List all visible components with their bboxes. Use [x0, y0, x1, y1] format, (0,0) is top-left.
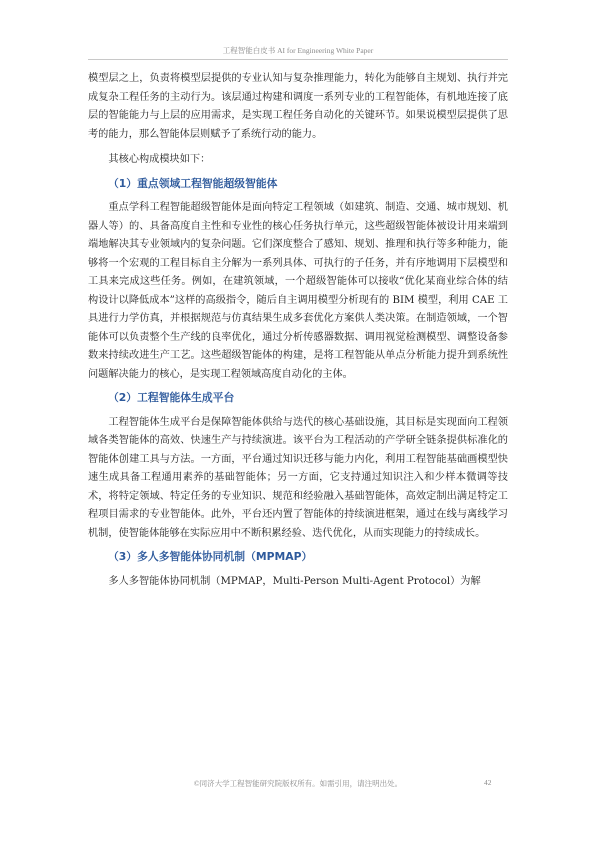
section-paragraph-3: 多人多智能体协同机制（MPMAP，Multi-Person Multi-Agent Protocol）为解 [108, 575, 481, 587]
page-number: 42 [484, 778, 492, 787]
section-paragraph-1: 重点学科工程智能超级智能体是面向特定工程领域（如建筑、制造、交通、城市规划、机器人等）的、具备高度自主性和专业性的核心任务执行单元，这些超级智能体被设计用来端到端地解决其专业领域内的复杂问题。它们深度整合了感知、规划、推理和执行等多种能力，能够将一个宏观的工程目标自主分解为一系列具体、可执行的子任务，并有序地调用下层模型和工具来完成这些任务。例如，在建筑领域，一个超级智能体可以接收“优化某商业综合体的结构设计以降低成本”这样的高级指令，随后自主调用模型分析现有的 BIM 模型，利用 CAE 工具进行力学仿真，并根据规范与仿真结果生成多套优化方案供人类决策。在制造领域，一个智能体可以负责整个生产线的良率优化，通过分析传感器数据、调用视觉检测模型、调整设备参数来持续改进生产工艺。这些超级智能体的构建，是将工程智能从单点分析能力提升到系统性问题解决能力的核心，是实现工程领域高度自动化的主体。 [88, 202, 508, 380]
section-paragraph-2: 工程智能体生成平台是保障智能体供给与迭代的核心基础设施，其目标是实现面向工程领域各类智能体的高效、快速生产与持续演进。该平台为工程活动的产学研全链条提供标准化的智能体创建工具与方法。一方面，平台通过知识迁移与能力内化，利用工程智能基础画模型快速生成具备工程通用素养的基础智能体；另一方面，它支持通过知识注入和少样本微调等技术，将特定领域、特定任务的专业知识、规范和经验融入基础智能体，高效定制出满足特定工程项目需求的专业智能体。此外，平台还内置了智能体的持续演进框架，通过在线与离线学习机制，使智能体能够在实际应用中不断积累经验、迭代优化，从而实现能力的持续成长。 [88, 416, 508, 539]
intro-paragraph: 模型层之上，负责将模型层提供的专业认知与复杂推理能力，转化为能够自主规划、执行并完成复杂工程任务的主动行为。该层通过构建和调度一系列专业的工程智能体，有机地连接了底层的智能能力与上层的应用需求，是实现工程任务自动化的关键环节。如果说模型层提供了思考的能力，那么智能体层则赋予了系统行动的能力。 [88, 73, 508, 140]
section-heading-1: （1）重点领域工程智能超级智能体 [108, 176, 278, 190]
copyright-notice: ©同济大学工程智能研究院版权所有。如需引用，请注明出处。 [193, 779, 403, 788]
header-divider [88, 59, 508, 60]
page-header: 工程智能白皮书 AI for Engineering White Paper [222, 46, 374, 55]
document-body [88, 70, 508, 591]
section-heading-2: （2）工程智能体生成平台 [108, 391, 235, 404]
lead-in-paragraph: 其核心构成模块如下： [108, 154, 211, 165]
section-heading-3: （3）多人多智能体协同机制（MPMAP） [108, 550, 313, 563]
